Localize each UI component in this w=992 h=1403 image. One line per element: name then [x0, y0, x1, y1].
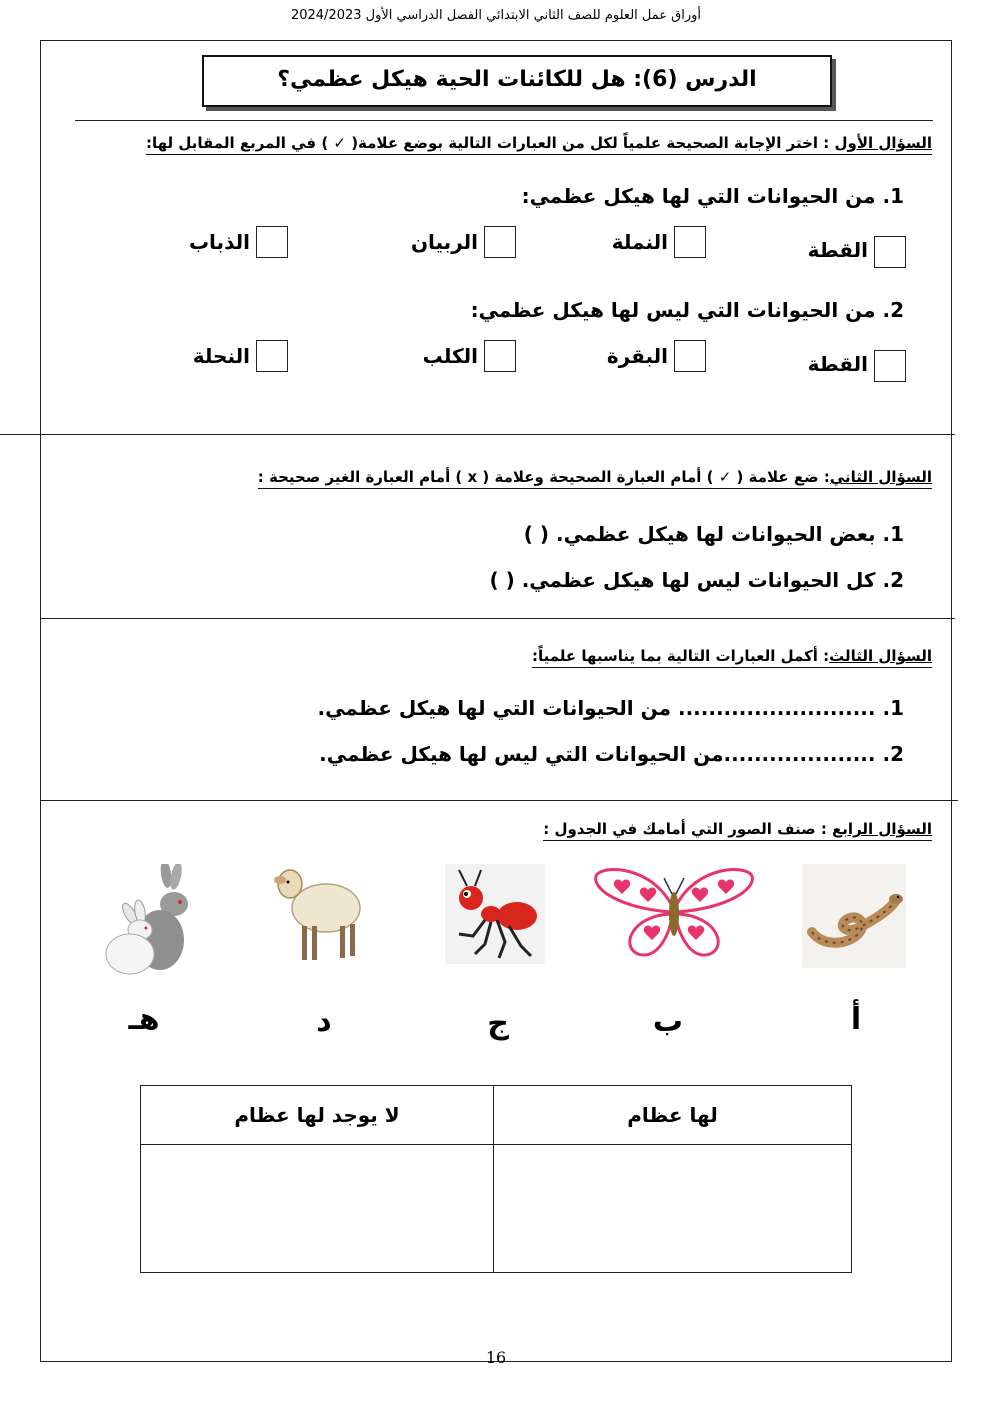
- q1-label: السؤال الأول: [834, 134, 932, 152]
- q1-text: : اختر الإجابة الصحيحة علمياً لكل من العبارات التالية بوضع علامة( ✓ ) في المربع المقابل لها:: [145, 134, 835, 152]
- checkbox[interactable]: [256, 340, 288, 372]
- lesson-title: الدرس (6): هل للكائنات الحية هيكل عظمي؟: [202, 55, 832, 107]
- column-no-bones: لا يوجد لها عظام: [141, 1086, 494, 1145]
- checkbox[interactable]: [874, 236, 906, 268]
- q1-1-option-3[interactable]: [411, 226, 516, 258]
- snake-image: [802, 864, 906, 968]
- q1-2-option-4[interactable]: [193, 340, 288, 372]
- option-label: النحلة: [192, 344, 250, 368]
- page-number: 16: [485, 1348, 507, 1367]
- section-divider: [40, 800, 958, 801]
- q4-heading: [543, 820, 932, 841]
- checkbox[interactable]: [874, 350, 906, 382]
- q3-heading: [532, 647, 932, 668]
- option-label: القطة: [807, 352, 868, 376]
- answer-cell-no-bones[interactable]: [141, 1145, 494, 1273]
- q2-label: السؤال الثاني: [829, 468, 932, 486]
- checkbox[interactable]: [674, 226, 706, 258]
- checkbox[interactable]: [484, 226, 516, 258]
- q1-2-option-2[interactable]: [607, 340, 706, 372]
- q1-1-option-1[interactable]: [808, 232, 906, 268]
- sheep-image: [270, 862, 370, 966]
- q3-text: : أكمل العبارات التالية بما يناسبها علمياً:: [531, 647, 830, 665]
- q2-text: : ضع علامة ( ✓ ) أمام العبارة الصحيحة وعلامة ( x ) أمام العبارة الغير صحيحة :: [257, 468, 830, 486]
- q2-heading: [258, 468, 932, 489]
- q4-label: السؤال الرابع: [832, 820, 932, 838]
- rabbits-image: [100, 864, 196, 980]
- q3-item-2: 2. ....................من الحيوانات التي ليس لها هيكل عظمي.: [319, 742, 904, 766]
- option-label: الكلب: [422, 344, 478, 368]
- section-divider: [0, 434, 955, 435]
- q2-item-2: 2. كل الحيوانات ليس لها هيكل عظمي. ( ): [489, 568, 904, 592]
- q3-item-1: 1. .......................... من الحيوانات التي لها هيكل عظمي.: [317, 696, 904, 720]
- q1-2-option-1[interactable]: [808, 346, 906, 382]
- checkbox[interactable]: [674, 340, 706, 372]
- q2-item-1: 1. بعض الحيوانات لها هيكل عظمي. ( ): [523, 522, 904, 546]
- divider: [75, 120, 933, 121]
- q1-item-2: 2. من الحيوانات التي ليس لها هيكل عظمي:: [470, 298, 904, 322]
- option-label: القطة: [807, 238, 868, 262]
- letter-h: هـ: [128, 1002, 160, 1037]
- option-label: الربيان: [410, 230, 478, 254]
- butterfly-image: [592, 866, 756, 960]
- letter-a: أ: [850, 1002, 862, 1037]
- letter-j: ج: [487, 1006, 509, 1041]
- letter-d: د: [316, 1004, 332, 1039]
- column-has-bones: لها عظام: [494, 1086, 852, 1145]
- section-divider: [40, 618, 955, 619]
- ant-image: [445, 864, 545, 964]
- checkbox[interactable]: [484, 340, 516, 372]
- option-label: البقرة: [606, 344, 668, 368]
- q1-1-option-2[interactable]: [612, 226, 706, 258]
- q1-2-option-3[interactable]: [423, 340, 516, 372]
- letter-b: ب: [652, 1004, 684, 1039]
- q1-1-option-4[interactable]: [189, 226, 288, 258]
- q3-label: السؤال الثالث: [829, 647, 932, 665]
- option-label: الذباب: [188, 230, 250, 254]
- q4-text: : صنف الصور التي أمامك في الجدول :: [543, 820, 833, 838]
- q1-item-1: 1. من الحيوانات التي لها هيكل عظمي:: [521, 184, 904, 208]
- checkbox[interactable]: [256, 226, 288, 258]
- classification-table: [140, 1085, 852, 1273]
- answer-cell-has-bones[interactable]: [494, 1145, 852, 1273]
- q1-heading: [146, 134, 932, 155]
- option-label: النملة: [611, 230, 668, 254]
- page-header: أوراق عمل العلوم للصف الثاني الابتدائي الفصل الدراسي الأول 2024/2023: [290, 8, 702, 23]
